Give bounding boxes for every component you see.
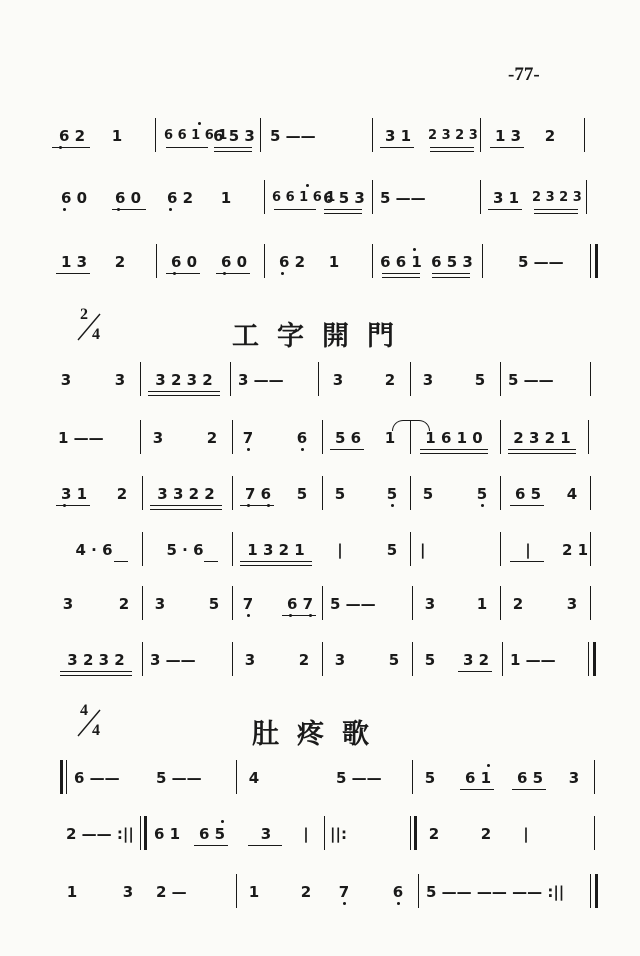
note: 5 bbox=[296, 485, 308, 503]
note-group: 6 6 1 6 1 bbox=[272, 178, 318, 218]
note-group: 3 3 2 2 bbox=[157, 485, 215, 503]
note-group: 5 —— bbox=[156, 769, 202, 787]
note-group: 6 2 bbox=[272, 242, 312, 282]
repeat-end-barline bbox=[410, 816, 411, 850]
note: 2 bbox=[428, 825, 440, 843]
barline bbox=[140, 420, 141, 454]
note-group: 3 1 bbox=[54, 474, 94, 514]
note-group: 2 — bbox=[156, 883, 187, 901]
note-group: 5 —— bbox=[330, 595, 376, 613]
barline bbox=[232, 642, 233, 676]
note-group: 6 6 1 6 1 bbox=[164, 116, 210, 156]
note-group: 1 —— bbox=[510, 651, 556, 669]
note-group: 5 —— —— —— :|| bbox=[426, 883, 565, 901]
note: 3 bbox=[122, 883, 134, 901]
note: 5 bbox=[386, 541, 398, 559]
barline bbox=[502, 642, 503, 676]
barline bbox=[322, 420, 323, 454]
time-signature: 2 4 bbox=[80, 306, 100, 343]
note-group: 1 3 bbox=[494, 127, 522, 145]
barline bbox=[142, 586, 143, 620]
note-group: 4 · 6 bbox=[75, 541, 113, 559]
barline bbox=[410, 362, 411, 396]
barline bbox=[588, 642, 589, 676]
barline bbox=[500, 476, 501, 510]
note-group: 5 —— bbox=[508, 371, 554, 389]
barline bbox=[232, 476, 233, 510]
barline bbox=[418, 874, 419, 908]
barline bbox=[412, 642, 413, 676]
barline bbox=[142, 532, 143, 566]
barline bbox=[586, 180, 587, 214]
note-group: 6 0 bbox=[164, 242, 204, 282]
note-group: 1 3 bbox=[60, 253, 88, 271]
staff-line-top-2 bbox=[0, 178, 640, 218]
note-group: 5 6 bbox=[334, 429, 362, 447]
note-group: 5 —— bbox=[270, 127, 316, 145]
staff-line-top-3 bbox=[0, 242, 640, 282]
barline bbox=[318, 362, 319, 396]
note: 1 bbox=[384, 429, 396, 447]
note-group: 2 3 2 3 bbox=[532, 190, 582, 205]
barline bbox=[236, 760, 237, 794]
barline bbox=[372, 180, 373, 214]
note-group: 6 6 1 bbox=[380, 242, 422, 282]
note-group: 5 —— bbox=[518, 253, 564, 271]
barline bbox=[410, 532, 411, 566]
barline bbox=[232, 420, 233, 454]
staff-line-s1-2 bbox=[0, 418, 640, 458]
barline bbox=[500, 420, 501, 454]
staff-line-s2-3 bbox=[0, 872, 640, 912]
staff-line-s2-2 bbox=[0, 814, 640, 854]
barline bbox=[264, 244, 265, 278]
note: 3 bbox=[422, 371, 434, 389]
barline bbox=[232, 586, 233, 620]
note: 2 bbox=[206, 429, 218, 447]
note-group: 5 —— bbox=[380, 189, 426, 207]
note: 7 bbox=[238, 584, 258, 624]
barline bbox=[500, 362, 501, 396]
barline bbox=[236, 874, 237, 908]
note-group: 6 5 bbox=[516, 769, 544, 787]
note-group: 2 3 2 1 bbox=[513, 429, 571, 447]
staff-line-s1-1 bbox=[0, 360, 640, 400]
note-group: 5 · 6 bbox=[166, 541, 204, 559]
note: 6 bbox=[292, 418, 312, 458]
barline bbox=[412, 760, 413, 794]
note-group: | bbox=[420, 541, 426, 559]
barline bbox=[372, 244, 373, 278]
barline bbox=[500, 586, 501, 620]
staff-line-s1-6 bbox=[0, 640, 640, 680]
note: 6 1 bbox=[154, 825, 181, 843]
barline bbox=[260, 118, 261, 152]
note: 1 bbox=[248, 883, 260, 901]
note: 3 bbox=[568, 769, 580, 787]
note: 5 bbox=[424, 651, 436, 669]
barline bbox=[156, 244, 157, 278]
barline bbox=[230, 362, 231, 396]
note: | bbox=[337, 541, 343, 559]
note-group: 1 3 2 1 bbox=[247, 541, 305, 559]
note-group: 6 5 3 bbox=[431, 253, 473, 271]
note-group: ||: bbox=[330, 825, 347, 843]
note-group: 6 2 bbox=[160, 178, 200, 218]
note-group: 1 —— bbox=[58, 429, 104, 447]
barline bbox=[590, 532, 591, 566]
barline bbox=[590, 476, 591, 510]
barline bbox=[584, 118, 585, 152]
note: 2 bbox=[300, 883, 312, 901]
note: 2 bbox=[116, 485, 128, 503]
barline bbox=[480, 180, 481, 214]
note: 4 bbox=[248, 769, 260, 787]
song-title: 工字開門 bbox=[232, 321, 412, 352]
barline bbox=[142, 642, 143, 676]
barline bbox=[594, 816, 595, 850]
note: 1 bbox=[66, 883, 78, 901]
barline bbox=[140, 362, 141, 396]
note-group: 3 2 3 2 bbox=[67, 651, 125, 669]
note: 5 bbox=[208, 595, 220, 613]
note-group: 1 6 1 0 bbox=[425, 429, 483, 447]
note: 3 bbox=[154, 595, 166, 613]
note-group: 6 0 bbox=[54, 178, 94, 218]
note: 2 1 bbox=[562, 541, 589, 559]
note-group: | bbox=[525, 541, 531, 559]
note: 5 bbox=[422, 485, 434, 503]
barline bbox=[590, 586, 591, 620]
final-barline bbox=[595, 874, 598, 908]
note-group: 3 1 bbox=[384, 127, 412, 145]
note-group: 6 0 bbox=[108, 178, 148, 218]
barline bbox=[594, 760, 595, 794]
barline bbox=[480, 118, 481, 152]
barline bbox=[322, 586, 323, 620]
barline bbox=[142, 476, 143, 510]
note: 6 bbox=[388, 872, 408, 912]
note-group: 7 6 bbox=[238, 474, 278, 514]
note: 3 bbox=[424, 595, 436, 613]
barline bbox=[322, 476, 323, 510]
note: 5 bbox=[334, 485, 346, 503]
note-group: 6 —— bbox=[74, 769, 120, 787]
note-group: 6 1 bbox=[458, 758, 498, 798]
note-group: 3 2 bbox=[462, 651, 490, 669]
note-group: 3 —— bbox=[238, 371, 284, 389]
note-group: 3 —— bbox=[150, 651, 196, 669]
note: 3 bbox=[244, 651, 256, 669]
note-group: 6 0 bbox=[214, 242, 254, 282]
note: 3 bbox=[62, 595, 74, 613]
note: | bbox=[523, 825, 529, 843]
note-group: 5 —— bbox=[336, 769, 382, 787]
note-group: 2 —— :|| bbox=[66, 825, 134, 843]
note: 7 bbox=[334, 872, 354, 912]
note-group: 6 5 bbox=[514, 485, 542, 503]
final-barline bbox=[593, 642, 596, 676]
note-group: 1 bbox=[220, 189, 232, 207]
note: 7 bbox=[238, 418, 258, 458]
note: 3 bbox=[114, 371, 126, 389]
barline bbox=[410, 476, 411, 510]
note: 2 bbox=[512, 595, 524, 613]
song-title: 肚疼歌 bbox=[252, 719, 387, 750]
note-group: 1 bbox=[111, 127, 123, 145]
barline bbox=[410, 420, 411, 454]
note: 3 bbox=[334, 651, 346, 669]
staff-line-top-1 bbox=[0, 116, 640, 156]
note: 3 bbox=[332, 371, 344, 389]
note-group: 3 1 bbox=[492, 189, 520, 207]
note: 2 bbox=[384, 371, 396, 389]
note-group: 6 2 bbox=[50, 116, 94, 156]
note-group: 3 2 3 2 bbox=[155, 371, 213, 389]
note: 1 bbox=[476, 595, 488, 613]
note: 5 bbox=[388, 651, 400, 669]
note: 3 bbox=[566, 595, 578, 613]
staff-line-s1-4 bbox=[0, 530, 640, 570]
staff-line-s1-5 bbox=[0, 584, 640, 624]
barline bbox=[412, 586, 413, 620]
barline bbox=[590, 244, 591, 278]
final-barline bbox=[595, 244, 598, 278]
note: 5 bbox=[474, 371, 486, 389]
note: 2 bbox=[298, 651, 310, 669]
note: 3 bbox=[152, 429, 164, 447]
repeat-end-barline bbox=[140, 816, 141, 850]
barline bbox=[155, 118, 156, 152]
note-group: 2 bbox=[114, 253, 126, 271]
barline bbox=[590, 874, 591, 908]
note: 2 bbox=[480, 825, 492, 843]
note: 5 bbox=[382, 474, 402, 514]
page-number: -77- bbox=[508, 64, 540, 85]
barline bbox=[588, 420, 589, 454]
barline bbox=[500, 532, 501, 566]
note: 4 bbox=[566, 485, 578, 503]
time-signature: 4 4 bbox=[80, 702, 100, 739]
note: 3 bbox=[60, 371, 72, 389]
barline bbox=[372, 118, 373, 152]
barline bbox=[322, 642, 323, 676]
note-group: 2 3 2 3 bbox=[428, 128, 478, 143]
note: 2 bbox=[118, 595, 130, 613]
barline bbox=[482, 244, 483, 278]
note-group: 3 bbox=[260, 825, 272, 843]
note bbox=[564, 814, 584, 854]
barline bbox=[264, 180, 265, 214]
note-group: 2 bbox=[544, 127, 556, 145]
barline bbox=[232, 532, 233, 566]
note-group: 6 5 3 bbox=[323, 189, 365, 207]
barline bbox=[590, 362, 591, 396]
note-group: 6 5 bbox=[192, 814, 232, 854]
staff-line-s1-3 bbox=[0, 474, 640, 514]
repeat-start-barline bbox=[60, 760, 63, 794]
barline bbox=[324, 816, 325, 850]
staff-line-s2-1 bbox=[0, 758, 640, 798]
note-group: 6 5 3 bbox=[213, 127, 255, 145]
note-group: 6 7 bbox=[280, 584, 320, 624]
note: | bbox=[303, 825, 309, 843]
note: 5 bbox=[424, 769, 436, 787]
note-group: 1 bbox=[328, 253, 340, 271]
note: 5 bbox=[472, 474, 492, 514]
